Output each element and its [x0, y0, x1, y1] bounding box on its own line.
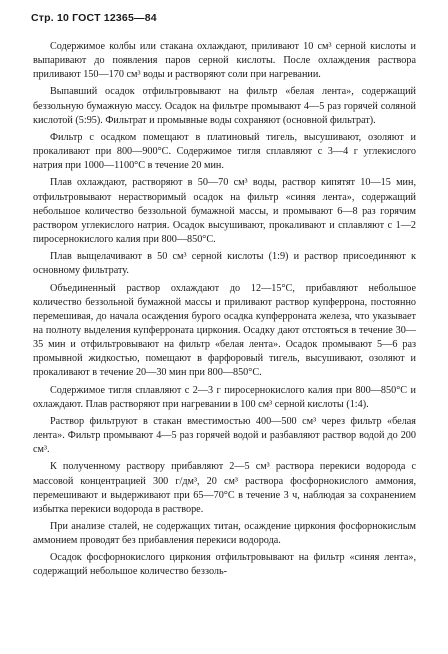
- paragraph-8: Раствор фильтруют в стакан вместимостью 400—500 см³ через фильтр «белая лента». Фильтр промывают 4—5 раз горячей водой и разбавляют раствор водой до 200 см³.: [33, 415, 416, 456]
- paragraph-5: Плав выщелачивают в 50 см³ серной кислоты (1:9) и раствор присоединяют к основному фильтрату.: [33, 251, 416, 277]
- paragraph-7: Содержимое тигля сплавляют с 2—3 г пиросернокислого калия при 800—850°C и охлаждают. Плав растворяют при нагревании в 100 см³ серной кислоты (1:4).: [33, 384, 416, 410]
- paragraph-10: При анализе сталей, не содержащих титан, осаждение циркония фосфорнокислым аммонием проводят без прибавления перекиси водорода.: [33, 521, 416, 547]
- paragraph-3: Фильтр с осадком помещают в платиновый тигель, высушивают, озоляют и прокаливают при 800—900°C. Содержимое тигля сплавляют с 3—4 г углекислого натрия при 1000—1100°C в течение 20 мин.: [33, 131, 416, 172]
- paragraph-4: Плав охлаждают, растворяют в 50—70 см³ воды, раствор кипятят 10—15 мин, отфильтровывают нерастворимый осадок на фильтр «синяя лента», содержащий небольшое количество беззольной бумажной массы, и промывают 6—8 раз горячим раствором углекислого натрия. Осадок высушивают, прокаливают и сплавляют с 1—2 пиросернокислого калия при 800—850°C.: [33, 177, 416, 246]
- page-header: Стр. 10 ГОСТ 12365—84: [31, 12, 157, 24]
- paragraph-11: Осадок фосфорнокислого циркония отфильтровывают на фильтр «синяя лента», содержащий небольшое количество беззоль-: [33, 552, 416, 578]
- paragraph-1: Содержимое колбы или стакана охлаждают, приливают 10 см³ серной кислоты и выпаривают до появления паров серной кислоты. После охлаждения раствора приливают 150—170 см³ воды и растворяют соли при нагревании.: [33, 41, 416, 81]
- paragraph-2: Выпавший осадок отфильтровывают на фильтр «белая лента», содержащий беззольную бумажную массу. Осадок на фильтре промывают 4—5 раз горячей соляной кислотой (5:95). Фильтрат и промывные воды сохраняют (основной фильтрат).: [33, 86, 416, 126]
- paragraph-9: К полученному раствору прибавляют 2—5 см³ раствора перекиси водорода с массовой концентрацией 300 г/дм³, 20 см³ раствора фосфорнокислого аммония, перемешивают и выдерживают при 65—70°C в течение 3 ч, наблюдая за сохранением избытка перекиси водорода в растворе.: [33, 461, 416, 515]
- paragraph-6: Объединенный раствор охлаждают до 12—15°C, прибавляют небольшое количество беззольной бумажной массы и приливают раствор купферрона, постоянно перемешивая, до начала осаждения бурого осадка купферроната железа, что указывает на полноту выделения купферроната циркония. Осадку дают отстояться в течение 30—35 мин и отфильтровывают на фильтр «белая лента». Осадок промывают 5—6 раз промывной жидкостью, помещают в фарфоровый тигель, высушивают, озоляют и прокаливают в течение 20—30 мин при 800—850°C.: [33, 282, 416, 379]
- body-text: [33, 40, 416, 580]
